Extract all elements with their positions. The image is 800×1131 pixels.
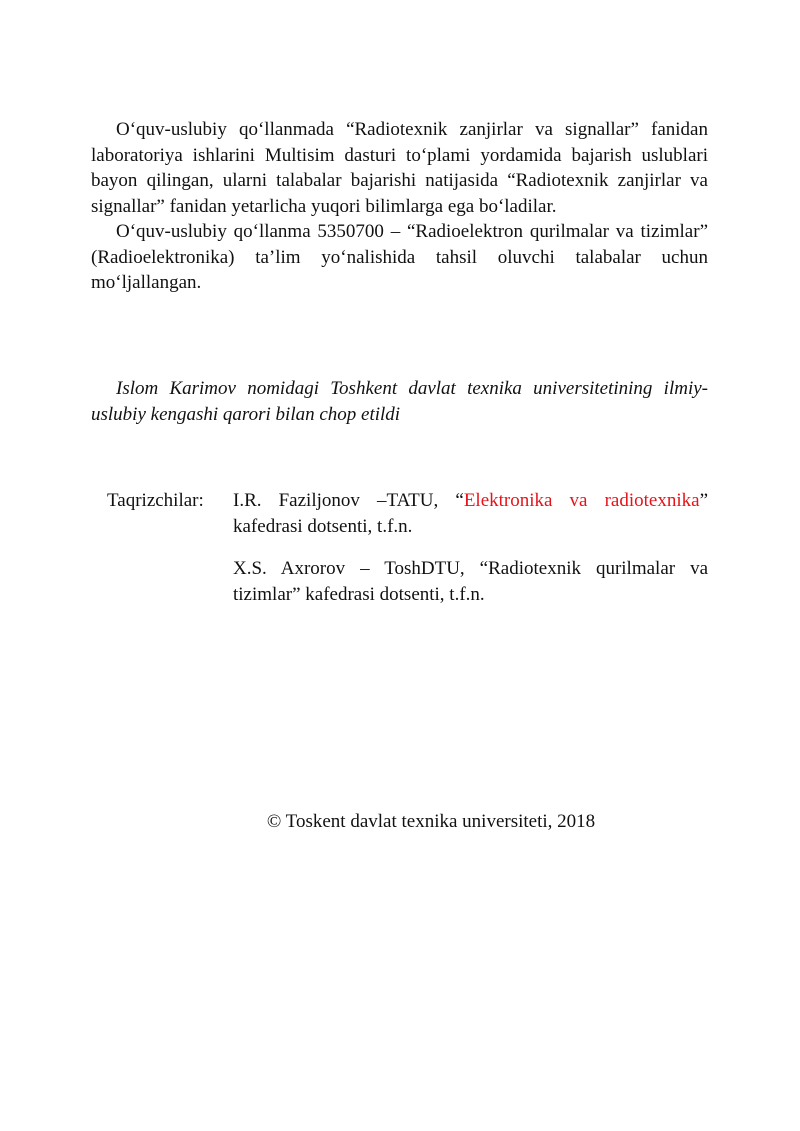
abstract-paragraph-2: O‘quv-uslubiy qo‘llanma 5350700 – “Radioelektron qurilmalar va tizimlar” (Radioelektronika) ta’lim yo‘nalishida tahsil oluvchi talabalar uchun mo‘ljallangan. [91, 221, 708, 293]
copyright-notice: © Toskent davlat texnika universiteti, 2018 [266, 811, 596, 832]
reviewer-1-department: Elektronika va radiotexnika [463, 490, 700, 511]
abstract-paragraph-1: O‘quv-uslubiy qo‘llanmada “Radiotexnik zanjirlar va signallar” fanidan laboratoriya ishlarini Multisim dasturi to‘plami yordamida bajarish uslublari bayon qilingan, ularni talabalar bajarishi natijasida “Radiotexnik zanjirlar va signallar” fanidan yetarlicha yuqori bilimlarga ega bo‘ladilar. [91, 119, 708, 217]
reviewer-1-line2: kafedrasi dotsenti, t.f.n. [233, 515, 413, 537]
abstract-section [91, 117, 708, 296]
approval-text: Islom Karimov nomidagi Toshkent davlat texnika universitetining ilmiy-uslubiy kengashi qarori bilan chop etildi [91, 378, 708, 425]
reviewer-entry-1 [233, 488, 708, 539]
reviewer-2-line1: X.S. Axrorov – ToshDTU, “Radiotexnik qurilmalar va [233, 558, 708, 579]
reviewer-entry-2 [233, 556, 708, 607]
reviewer-2-line2: tizimlar” kafedrasi dotsenti, t.f.n. [233, 583, 485, 605]
reviewer-1-suffix: ” [699, 490, 708, 511]
reviewer-1-prefix: I.R. Faziljonov –TATU, “ [233, 490, 464, 511]
approval-note [91, 376, 708, 427]
reviewer-1-line1 [233, 488, 708, 514]
reviewers-label: Taqrizchilar: [107, 490, 204, 511]
